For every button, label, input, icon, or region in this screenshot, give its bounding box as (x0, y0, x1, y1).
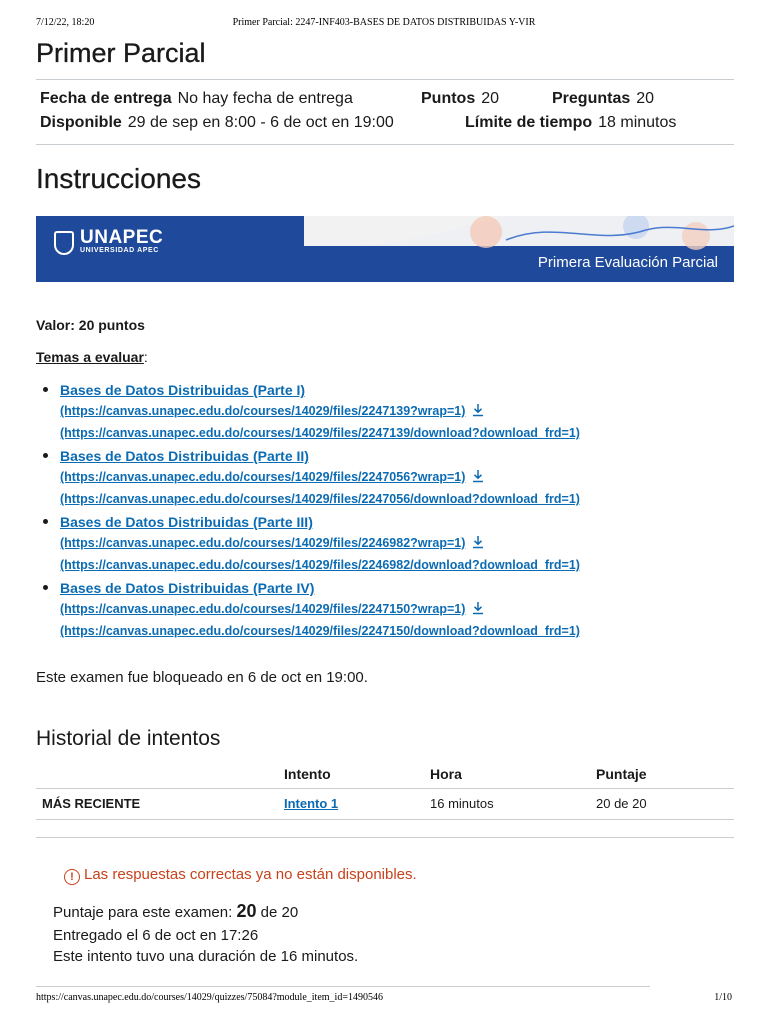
download-icon[interactable] (471, 469, 485, 483)
value-text: Valor: 20 puntos (36, 317, 145, 333)
questions-label: Preguntas (552, 90, 631, 107)
download-icon[interactable] (471, 403, 485, 417)
file-link[interactable]: Bases de Datos Distribuidas (Parte I) (60, 382, 306, 398)
file-view-url: (https://canvas.unapec.edu.do/courses/14029/files/2247056?wrap=1) (60, 470, 466, 484)
list-item (36, 380, 580, 446)
time-limit-label: Límite de tiempo (465, 114, 593, 131)
print-date: 7/12/22, 18:20 (36, 17, 95, 28)
topics-heading (36, 349, 148, 365)
file-download-link[interactable]: (https://canvas.unapec.edu.do/courses/14029/files/2246982/download?download_frd=1) (60, 558, 580, 572)
score-value: 20 (236, 901, 257, 921)
availability (40, 114, 394, 132)
attempt-link[interactable]: Intento 1 (284, 796, 339, 811)
download-icon[interactable] (471, 601, 485, 615)
file-view-link[interactable] (60, 532, 580, 554)
file-view-link[interactable] (60, 598, 580, 620)
table-header (36, 760, 734, 788)
file-view-url: (https://canvas.unapec.edu.do/courses/14029/files/2246982?wrap=1) (60, 536, 466, 550)
file-download-link[interactable]: (https://canvas.unapec.edu.do/courses/14029/files/2247056/download?download_frd=1) (60, 492, 580, 506)
history-title: Historial de intentos (36, 727, 221, 750)
file-link[interactable]: Bases de Datos Distribuidas (Parte III) (60, 514, 313, 530)
page-title: Primer Parcial (36, 38, 206, 68)
print-header (36, 17, 732, 31)
time-limit-value: 18 minutos (598, 114, 677, 131)
locked-notice: Este examen fue bloqueado en 6 de oct en 19:00. (36, 669, 368, 686)
questions (552, 90, 654, 108)
column-header: Hora (430, 765, 462, 782)
column-header: Intento (284, 765, 331, 782)
topics-list (36, 380, 580, 644)
file-download-link[interactable]: (https://canvas.unapec.edu.do/courses/14029/files/2247139/download?download_frd=1) (60, 426, 580, 440)
questions-value: 20 (636, 90, 655, 107)
warning-text: Las respuestas correctas ya no están disponibles. (84, 866, 417, 883)
points-value: 20 (481, 90, 500, 107)
list-item (36, 578, 580, 644)
page-number: 1/10 (714, 992, 732, 1003)
score-cell: 20 de 20 (596, 788, 734, 819)
file-download-link[interactable]: (https://canvas.unapec.edu.do/courses/14029/files/2247150/download?download_frd=1) (60, 624, 580, 638)
score-summary (53, 901, 298, 922)
topics-label: Temas a evaluar (36, 349, 144, 365)
print-title: Primer Parcial: 2247-INF403-BASES DE DATOS DISTRIBUIDAS Y-VIR (232, 17, 536, 28)
row-label: MÁS RECIENTE (36, 788, 284, 819)
course-banner (36, 216, 734, 282)
column-header: Puntaje (596, 765, 647, 782)
print-footer (36, 992, 732, 1006)
unapec-logo-subtext: UNIVERSIDAD APEC (80, 247, 159, 254)
divider (36, 837, 734, 838)
divider (36, 144, 734, 145)
download-icon[interactable] (471, 535, 485, 549)
time-limit (465, 114, 676, 132)
unapec-shield-icon (54, 231, 74, 255)
footer-url: https://canvas.unapec.edu.do/courses/14029/quizzes/75084?module_item_id=1490546 (36, 992, 383, 1003)
warning-icon: ! (64, 869, 80, 885)
banner-caption: Primera Evaluación Parcial (537, 254, 718, 271)
available-value: 29 de sep en 8:00 - 6 de oct en 19:00 (127, 114, 394, 131)
footer-rule (36, 986, 650, 987)
file-view-url: (https://canvas.unapec.edu.do/courses/14029/files/2247150?wrap=1) (60, 602, 466, 616)
file-view-link[interactable] (60, 400, 580, 422)
list-item (36, 446, 580, 512)
topics-colon: : (143, 349, 148, 365)
points (421, 90, 499, 108)
file-link[interactable]: Bases de Datos Distribuidas (Parte II) (60, 448, 309, 464)
points-label: Puntos (421, 90, 476, 107)
answers-unavailable-warning (64, 866, 417, 885)
score-label: Puntaje para este examen: (53, 904, 233, 921)
file-link[interactable]: Bases de Datos Distribuidas (Parte IV) (60, 580, 315, 596)
divider (36, 79, 734, 80)
table-row (36, 788, 734, 819)
due-value: No hay fecha de entrega (177, 90, 353, 107)
score-suffix: de 20 (260, 904, 299, 921)
bullet (43, 519, 48, 524)
instructions-title: Instrucciones (36, 163, 201, 194)
file-view-link[interactable] (60, 466, 580, 488)
attempt-cell (284, 788, 430, 819)
column-header (36, 760, 284, 788)
bullet (43, 453, 48, 458)
bullet (43, 585, 48, 590)
list-item (36, 512, 580, 578)
file-view-url: (https://canvas.unapec.edu.do/courses/14029/files/2247139?wrap=1) (60, 404, 466, 418)
bullet (43, 387, 48, 392)
duration-text: Este intento tuvo una duración de 16 minutos. (53, 948, 359, 965)
available-label: Disponible (40, 114, 122, 131)
due-label: Fecha de entrega (40, 90, 172, 107)
due-date (40, 90, 353, 108)
unapec-logo: UNAPEC (80, 227, 164, 248)
history-table (36, 760, 734, 820)
submitted-text: Entregado el 6 de oct en 17:26 (53, 927, 259, 944)
time-cell: 16 minutos (430, 788, 596, 819)
